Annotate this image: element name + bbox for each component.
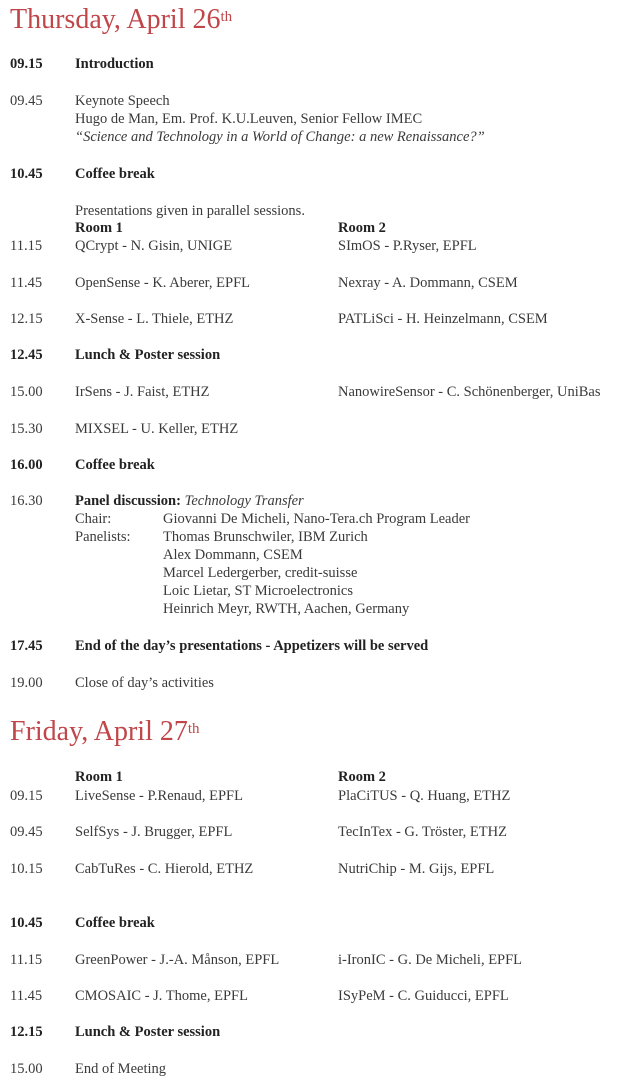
panel-topic: Technology Transfer <box>184 493 304 509</box>
session-room-2: NanowireSensor - C. Schönenberger, UniBas <box>338 384 601 400</box>
session-room-1: MIXSEL - U. Keller, ETHZ <box>75 421 239 437</box>
item-keynote: Keynote Speech <box>75 93 170 109</box>
item-intro: Introduction <box>75 56 154 72</box>
item-end-meeting: End of Meeting <box>75 1061 167 1077</box>
time-coffee: 10.45 <box>10 915 43 931</box>
session-time: 11.45 <box>10 275 43 291</box>
time-panel: 16.30 <box>10 493 43 509</box>
time-lunch: 12.15 <box>10 1024 43 1040</box>
session-room-1: X-Sense - L. Thiele, ETHZ <box>75 311 234 327</box>
session-room-2: i-IronIC - G. De Micheli, EPFL <box>338 952 523 968</box>
chair-label: Chair: <box>75 511 112 527</box>
session-time: 12.15 <box>10 311 43 327</box>
item-coffee: Coffee break <box>75 915 155 931</box>
session-room-1: QCrypt - N. Gisin, UNIGE <box>75 238 233 254</box>
day-title-suffix: th <box>220 9 233 25</box>
session-room-1: SelfSys - J. Brugger, EPFL <box>75 824 233 840</box>
session-room-2: NutriChip - M. Gijs, EPFL <box>338 861 495 877</box>
item-coffee-1: Coffee break <box>75 166 155 182</box>
day-title: Thursday, April 26 <box>10 4 221 35</box>
session-time: 11.15 <box>10 238 43 254</box>
session-time: 10.15 <box>10 861 43 877</box>
session-time: 15.00 <box>10 384 43 400</box>
room-2-header: Room 2 <box>338 220 386 236</box>
time-end-meeting: 15.00 <box>10 1061 43 1077</box>
session-room-1: LiveSense - P.Renaud, EPFL <box>75 788 243 804</box>
session-room-1: IrSens - J. Faist, ETHZ <box>75 384 210 400</box>
item-end-presentations: End of the day’s presentations - Appetizers will be served <box>75 638 429 654</box>
time-close: 19.00 <box>10 675 43 691</box>
room-2-header: Room 2 <box>338 769 386 785</box>
time-coffee-2: 16.00 <box>10 457 43 473</box>
session-room-2: ISyPeM - C. Guiducci, EPFL <box>338 988 509 1004</box>
session-room-2: TecInTex - G. Tröster, ETHZ <box>338 824 507 840</box>
session-time: 09.15 <box>10 788 43 804</box>
panelist: Thomas Brunschwiler, IBM Zurich <box>163 529 368 545</box>
time-lunch: 12.45 <box>10 347 43 363</box>
item-lunch: Lunch & Poster session <box>75 347 221 363</box>
room-1-header: Room 1 <box>75 769 123 785</box>
session-room-1: GreenPower - J.-A. Månson, EPFL <box>75 952 280 968</box>
item-coffee-2: Coffee break <box>75 457 155 473</box>
item-panel <box>75 492 304 510</box>
time-keynote: 09.45 <box>10 93 43 109</box>
panelist: Marcel Ledergerber, credit-suisse <box>163 565 358 581</box>
session-room-1: CMOSAIC - J. Thome, EPFL <box>75 988 248 1004</box>
panelist: Loic Lietar, ST Microelectronics <box>163 583 354 599</box>
day-heading-friday <box>10 716 200 748</box>
room-1-header: Room 1 <box>75 220 123 236</box>
panelists-label: Panelists: <box>75 529 131 545</box>
keynote-speaker: Hugo de Man, Em. Prof. K.U.Leuven, Senior Fellow IMEC <box>75 111 423 127</box>
time-end-presentations: 17.45 <box>10 638 43 654</box>
session-room-2: Nexray - A. Dommann, CSEM <box>338 275 518 291</box>
session-time: 11.45 <box>10 988 43 1004</box>
day-heading-thursday <box>10 4 232 36</box>
time-coffee-1: 10.45 <box>10 166 43 182</box>
time-intro: 09.15 <box>10 56 43 72</box>
item-close: Close of day’s activities <box>75 675 214 691</box>
session-time: 15.30 <box>10 421 43 437</box>
panelist: Alex Dommann, CSEM <box>163 547 303 563</box>
parallel-sessions-note: Presentations given in parallel sessions. <box>75 203 305 219</box>
session-time: 09.45 <box>10 824 43 840</box>
day-title: Friday, April 27 <box>10 716 188 747</box>
day-title-suffix: th <box>187 721 200 737</box>
session-room-1: OpenSense - K. Aberer, EPFL <box>75 275 250 291</box>
session-room-2: PATLiSci - H. Heinzelmann, CSEM <box>338 311 548 327</box>
session-room-1: CabTuRes - C. Hierold, ETHZ <box>75 861 254 877</box>
session-time: 11.15 <box>10 952 43 968</box>
panel-label: Panel discussion: <box>75 493 181 509</box>
keynote-talk-title: “Science and Technology in a World of Change: a new Renaissance?” <box>75 129 485 145</box>
chair-name: Giovanni De Micheli, Nano-Tera.ch Program Leader <box>163 511 470 527</box>
session-room-2: SImOS - P.Ryser, EPFL <box>338 238 477 254</box>
session-room-2: PlaCiTUS - Q. Huang, ETHZ <box>338 788 511 804</box>
panelist: Heinrich Meyr, RWTH, Aachen, Germany <box>163 601 410 617</box>
item-lunch: Lunch & Poster session <box>75 1024 221 1040</box>
